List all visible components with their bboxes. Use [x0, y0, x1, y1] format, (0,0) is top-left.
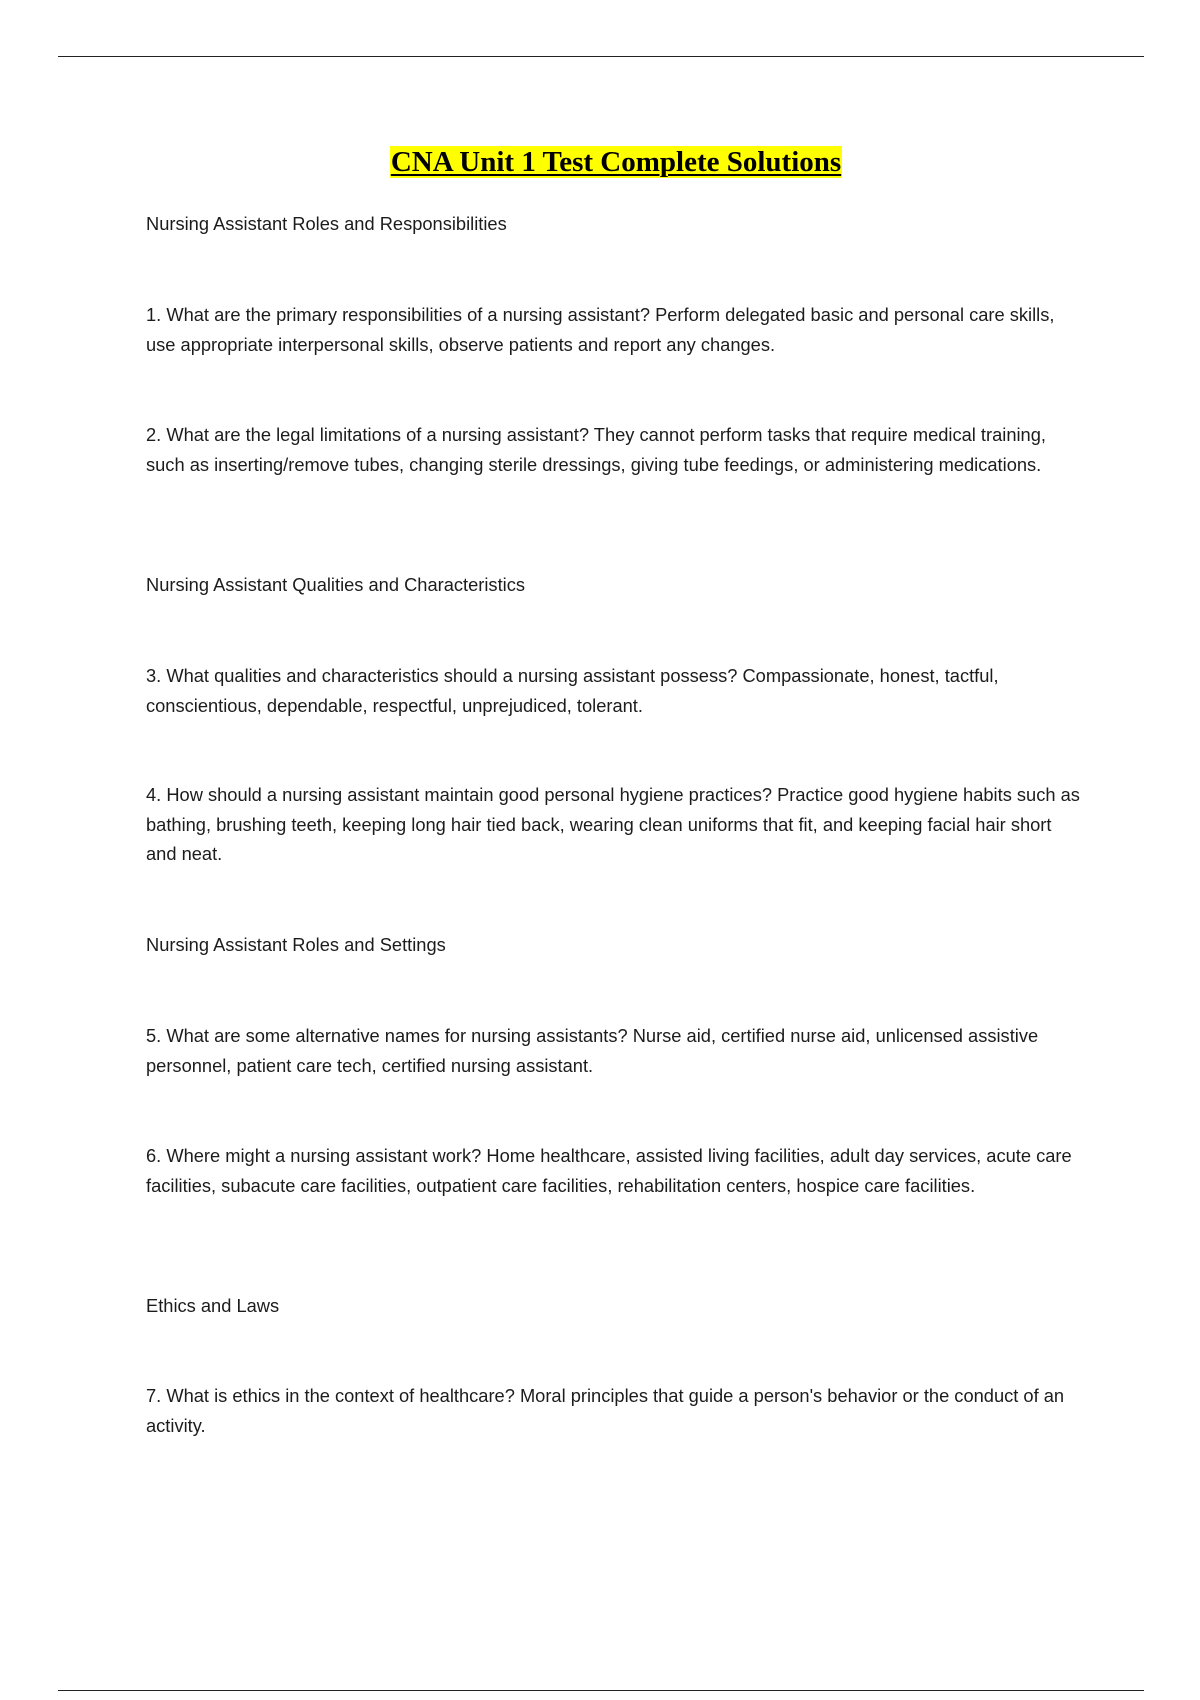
question-1: 1. What are the primary responsibilities of a nursing assistant? Perform delegated basic and personal care skills, use appropriate interpersonal skills, observe patients and report any changes.: [146, 304, 1055, 355]
question-4: 4. How should a nursing assistant maintain good personal hygiene practices? Practice good hygiene habits such as bathing, brushing teeth, keeping long hair tied back, wearing clean uniforms that fit, and keeping facial hair short and neat.: [146, 784, 1080, 864]
question-7: 7. What is ethics in the context of healthcare? Moral principles that guide a person's behavior or the conduct of an activity.: [146, 1385, 1065, 1436]
page-title: [0, 142, 1200, 179]
question-3: 3. What qualities and characteristics should a nursing assistant possess? Compassionate, honest, tactful, conscientious, dependable, respectful, unprejudiced, tolerant.: [146, 665, 999, 716]
bottom-rule: [58, 1690, 1144, 1691]
page-title-text: CNA Unit 1 Test Complete Solutions: [390, 146, 842, 178]
question-5: 5. What are some alternative names for nursing assistants? Nurse aid, certified nurse aid, unlicensed assistive personnel, patient care tech, certified nursing assistant.: [146, 1025, 1039, 1076]
section-heading: Ethics and Laws: [146, 1295, 280, 1316]
section-heading: Nursing Assistant Qualities and Characteristics: [146, 574, 525, 595]
section-heading: Nursing Assistant Roles and Settings: [146, 934, 446, 955]
section-heading: Nursing Assistant Roles and Responsibilities: [146, 213, 507, 234]
question-2: 2. What are the legal limitations of a nursing assistant? They cannot perform tasks that require medical training, such as inserting/remove tubes, changing sterile dressings, giving tube feedings, or administering medications.: [146, 424, 1046, 475]
top-rule: [58, 56, 1144, 57]
question-6: 6. Where might a nursing assistant work? Home healthcare, assisted living facilities, adult day services, acute care facilities, subacute care facilities, outpatient care facilities, rehabilitation centers, hospice care facilities.: [146, 1145, 1072, 1196]
